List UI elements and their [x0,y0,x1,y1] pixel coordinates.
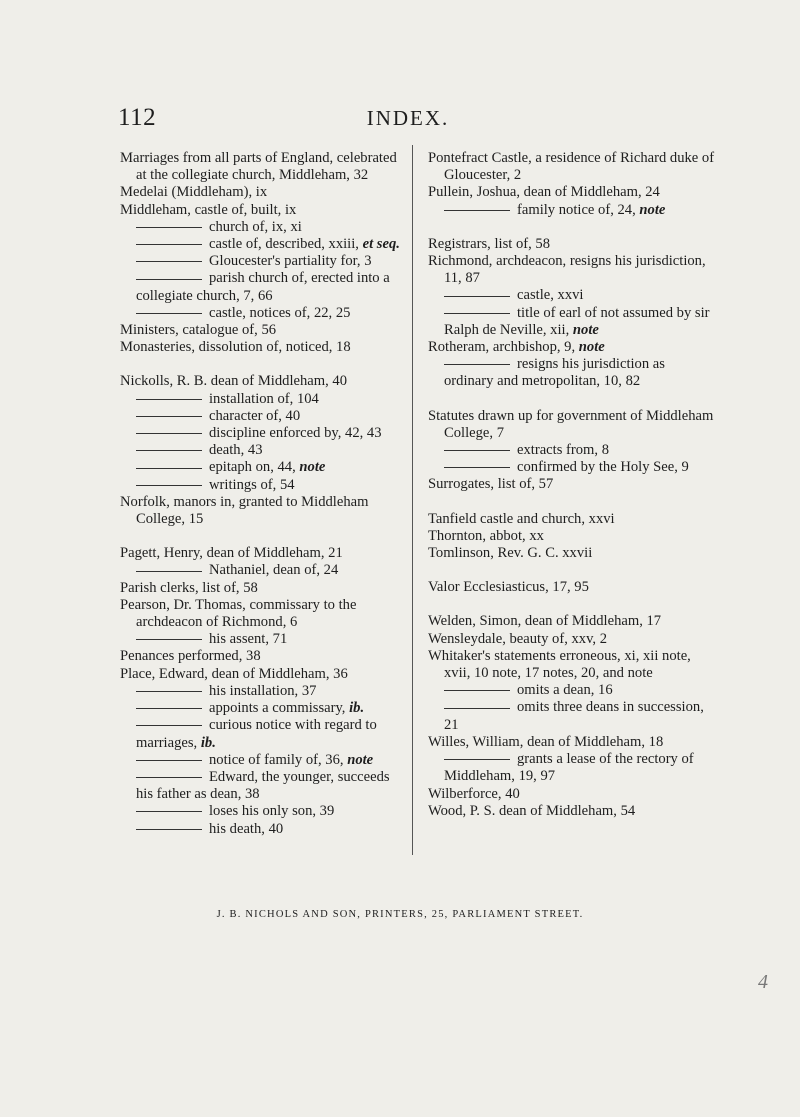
index-subentry [428,459,718,476]
index-subentry [120,408,410,425]
ditto-dash [444,759,510,760]
column-divider [412,145,413,855]
index-subentry [120,769,410,803]
index-entry [120,373,410,390]
index-subentry [428,305,718,339]
entry-text: Gloucester's partiality for, 3 [209,253,372,270]
entry-text: resigns his jurisdiction as ordinary and metropolitan, 10, 82 [444,356,665,390]
entry-text: extracts from, 8 [517,442,609,459]
index-entry [120,184,410,201]
entry-text: writings of, 54 [209,476,295,493]
ditto-dash [136,227,202,228]
entry-text: his installation, 37 [209,682,317,699]
index-entry [428,631,718,648]
index-entry [428,613,718,630]
entry-gap [120,356,410,373]
entry-text: omits three deans in succession, 21 [444,699,704,733]
ditto-dash [444,690,510,691]
index-subentry [120,253,410,270]
entry-text: epitaph on, 44, [209,459,296,476]
entry-text: Whitaker's statements erroneous, xi, xii note, xvii, 10 note, 17 notes, 20, and note [428,647,691,682]
index-subentry [120,821,410,838]
index-entry [428,734,718,751]
entry-text: Thornton, abbot, xx [428,527,544,544]
entry-text: Willes, William, dean of Middleham, 18 [428,733,664,750]
entry-text: Nathaniel, dean of, 24 [209,562,339,579]
index-subentry [120,270,410,304]
ditto-dash [444,364,510,365]
index-subentry [428,442,718,459]
entry-text: Pagett, Henry, dean of Middleham, 21 [120,545,343,562]
index-column-right [428,150,718,820]
entry-text: his assent, 71 [209,631,288,648]
entry-text: grants a lease of the rectory of Middleham, 19, 97 [444,751,694,785]
entry-text: castle of, described, xxiii, [209,236,359,253]
ditto-dash [136,725,202,726]
entry-text: discipline enforced by, 42, 43 [209,425,382,442]
entry-text: Edward, the younger, succeeds his father as dean, 38 [136,768,390,803]
entry-text: church of, ix, xi [209,218,302,235]
entry-gap [120,528,410,545]
printer-imprint: J. B. NICHOLS AND SON, PRINTERS, 25, PARLIAMENT STREET. [216,909,584,920]
index-entry [120,150,410,184]
entry-gap [428,596,718,613]
entry-italic: ib. [200,734,216,751]
margin-pencil-mark: 4 [758,971,768,993]
index-subentry [428,751,718,785]
ditto-dash [136,639,202,640]
index-subentry [120,700,410,717]
ditto-dash [136,433,202,434]
ditto-dash [136,760,202,761]
entry-text: omits a dean, 16 [517,682,613,699]
entry-text: confirmed by the Holy See, 9 [517,459,689,476]
index-subentry [120,425,410,442]
entry-text: title of earl of not assumed by sir Ralph de Neville, xii, [444,304,710,338]
entry-gap [428,219,718,236]
index-subentry [120,236,410,253]
ditto-dash [444,467,510,468]
ditto-dash [444,708,510,709]
index-entry [120,339,410,356]
entry-text: Pullein, Joshua, dean of Middleham, 24 [428,184,660,201]
entry-gap [428,494,718,511]
entry-text: Wilberforce, 40 [428,785,520,802]
ditto-dash [136,691,202,692]
entry-text: his death, 40 [209,820,284,837]
entry-italic: note [299,459,326,476]
index-column-left [120,150,410,838]
index-subentry [120,562,410,579]
entry-text: character of, 40 [209,407,301,424]
entry-gap [428,562,718,579]
running-title: INDEX. [366,106,450,130]
entry-text: Pontefract Castle, a residence of Richard duke of Gloucester, 2 [428,150,715,184]
index-entry [428,184,718,201]
index-entry [428,339,718,356]
page-number: 112 [118,104,157,131]
ditto-dash [444,313,510,314]
entry-text: Marriages from all parts of England, celebrated at the collegiate church, Middleham, 32 [120,150,397,184]
entry-text: installation of, 104 [209,390,319,407]
ditto-dash [136,571,202,572]
index-entry [428,236,718,253]
index-subentry [120,459,410,476]
index-subentry [120,391,410,408]
ditto-dash [136,313,202,314]
ditto-dash [136,468,202,469]
ditto-dash [136,279,202,280]
index-entry [428,253,718,287]
entry-italic: note [639,201,666,218]
index-entry [428,511,718,528]
index-subentry [120,683,410,700]
index-entry [428,579,718,596]
entry-gap [428,391,718,408]
entry-text: Nickolls, R. B. dean of Middleham, 40 [120,373,347,390]
entry-italic: et seq. [362,236,400,253]
entry-text: notice of family of, 36, [209,751,344,768]
ditto-dash [444,296,510,297]
entry-text: family notice of, 24, [517,201,636,218]
index-entry [428,648,718,682]
index-subentry [120,717,410,751]
index-entry [120,648,410,665]
entry-text: castle, xxvi [517,287,584,304]
index-entry [428,408,718,442]
index-subentry [120,442,410,459]
ditto-dash [136,261,202,262]
ditto-dash [136,777,202,778]
index-entry [120,494,410,528]
ditto-dash [444,450,510,451]
entry-text: curious notice with regard to marriages, [136,717,377,751]
page-header [118,104,698,134]
entry-text: Rotheram, archbishop, 9, [428,339,576,356]
index-entry [120,597,410,631]
entry-text: Parish clerks, list of, 58 [120,579,258,596]
index-entry [428,528,718,545]
entry-text: Wood, P. S. dean of Middleham, 54 [428,802,636,819]
ditto-dash [136,450,202,451]
index-subentry [428,682,718,699]
ditto-dash [444,210,510,211]
index-subentry [120,305,410,322]
entry-text: loses his only son, 39 [209,803,335,820]
index-entry [120,322,410,339]
entry-text: Statutes drawn up for government of Middleham College, 7 [428,407,714,441]
index-entry [120,666,410,683]
index-subentry [120,477,410,494]
entry-text: Surrogates, list of, 57 [428,476,554,493]
entry-text: Wensleydale, beauty of, xxv, 2 [428,630,608,647]
index-subentry [428,287,718,304]
index-subentry [120,752,410,769]
ditto-dash [136,829,202,830]
entry-text: Place, Edward, dean of Middleham, 36 [120,665,348,682]
entry-italic: note [578,339,605,356]
index-entry [120,580,410,597]
entry-text: Medelai (Middleham), ix [120,184,268,201]
index-entry [428,476,718,493]
index-entry [120,545,410,562]
ditto-dash [136,485,202,486]
index-entry [428,786,718,803]
index-subentry [120,803,410,820]
index-subentry [120,631,410,648]
entry-text: Welden, Simon, dean of Middleham, 17 [428,613,662,630]
index-entry [120,202,410,219]
entry-text: Tanfield castle and church, xxvi [428,510,615,527]
ditto-dash [136,244,202,245]
entry-text: Registrars, list of, 58 [428,235,551,252]
entry-text: Richmond, archdeacon, resigns his jurisdiction, 11, 87 [428,253,706,287]
entry-text: Norfolk, manors in, granted to Middleham College, 15 [120,493,369,528]
ditto-dash [136,811,202,812]
ditto-dash [136,416,202,417]
entry-text: Ministers, catalogue of, 56 [120,322,277,339]
entry-text: parish church of, erected into a collegiate church, 7, 66 [136,270,390,304]
index-subentry [120,219,410,236]
index-subentry [428,356,718,390]
ditto-dash [136,708,202,709]
entry-italic: note [572,321,599,338]
index-entry [428,545,718,562]
entry-italic: note [347,751,374,768]
entry-text: death, 43 [209,442,263,459]
index-subentry [428,699,718,733]
entry-text: Valor Ecclesiasticus, 17, 95 [428,579,589,596]
entry-text: Monasteries, dissolution of, noticed, 18 [120,339,351,356]
entry-text: Middleham, castle of, built, ix [120,201,297,218]
entry-text: Tomlinson, Rev. G. C. xxvii [428,545,593,562]
index-entry [428,150,718,184]
entry-text: appoints a commissary, [209,700,346,717]
entry-italic: ib. [349,700,365,717]
entry-text: Penances performed, 38 [120,648,261,665]
index-entry [428,803,718,820]
entry-text: Pearson, Dr. Thomas, commissary to the archdeacon of Richmond, 6 [120,596,357,631]
entry-text: castle, notices of, 22, 25 [209,304,351,321]
ditto-dash [136,399,202,400]
index-subentry [428,202,718,219]
